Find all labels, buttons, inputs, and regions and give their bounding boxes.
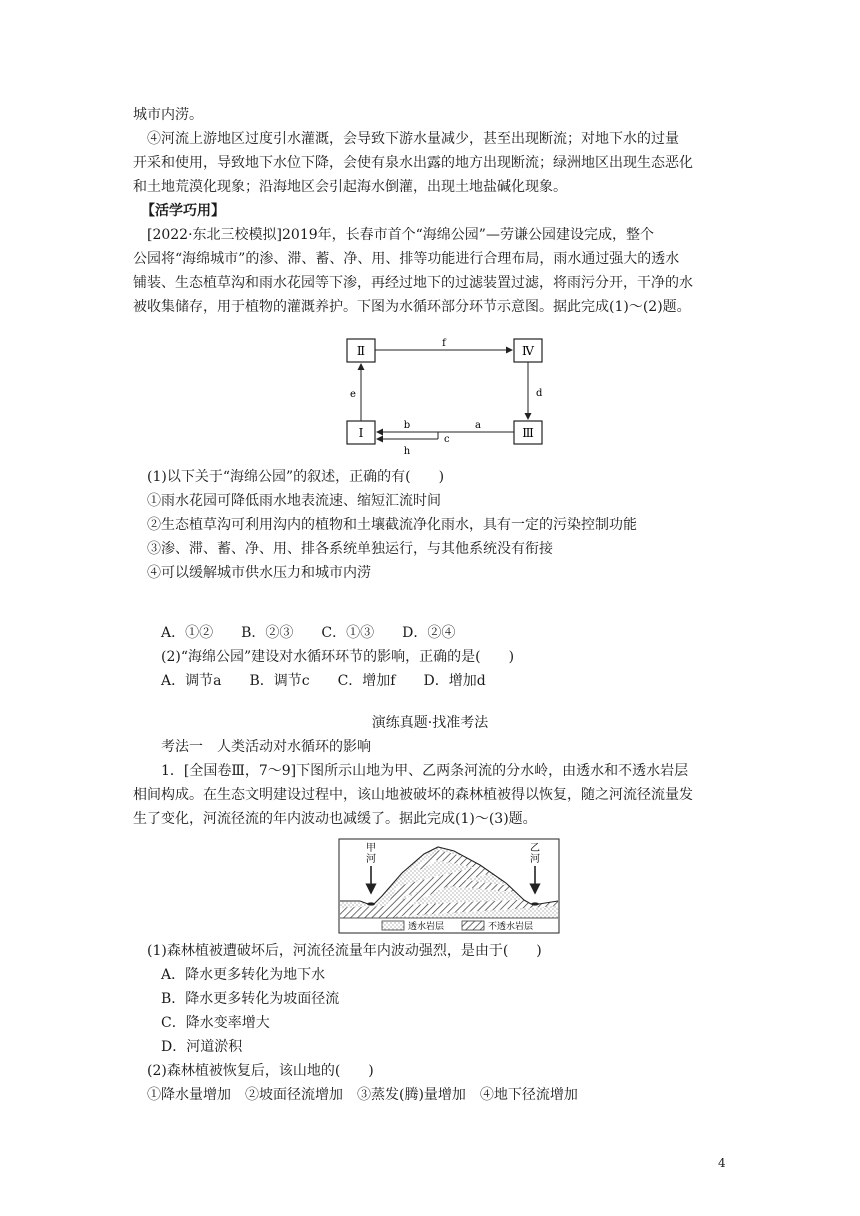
question-stem: (2)森林植被恢复后，该山地的( ) bbox=[147, 1063, 374, 1079]
label-h: h bbox=[403, 446, 411, 457]
river-yi-channel bbox=[531, 902, 539, 905]
question-items: ①降水量增加 ②坡面径流增加 ③蒸发(腾)量增加 ④地下径流增加 bbox=[147, 1087, 578, 1103]
label-b: b bbox=[403, 420, 411, 431]
question-stem: (1)森林植被遭破坏后，河流径流量年内波动强烈，是由于( ) bbox=[147, 943, 542, 959]
section-heading: 【活学巧用】 bbox=[141, 203, 225, 219]
answer-option: A．降水更多转化为地下水 bbox=[161, 967, 326, 983]
paragraph-line: 1．[全国卷Ⅲ，7～9]下图所示山地为甲、乙两条河流的分水岭，由透水和不透水岩层 bbox=[161, 763, 689, 779]
legend-permeable-swatch bbox=[382, 921, 404, 930]
box-iv-label: Ⅳ bbox=[522, 344, 534, 358]
label-c: c bbox=[444, 434, 450, 445]
answer-options: A．调节a B．调节c C．增加f D．增加d bbox=[161, 673, 486, 689]
paragraph-line: 铺装、生态植草沟和雨水花园等下渗，再经过地下的过滤装置过滤，将雨污分开，干净的水 bbox=[133, 275, 693, 291]
answer-option: B．降水更多转化为坡面径流 bbox=[161, 991, 340, 1007]
paragraph-line: 生了变化，河流径流的年内波动也减缓了。据此完成(1)～(3)题。 bbox=[133, 811, 537, 827]
box-i-label: Ⅰ bbox=[358, 426, 364, 440]
paragraph-line: 被收集储存，用于植物的灌溉养护。下图为水循环部分环节示意图。据此完成(1)～(2)题。 bbox=[133, 299, 691, 315]
label-e: e bbox=[350, 389, 356, 400]
paragraph-line: [2022·东北三校模拟]2019年，长春市首个“海绵公园”—劳谦公园建设完成，整个 bbox=[147, 227, 654, 243]
answer-option: D．河道淤积 bbox=[161, 1039, 243, 1055]
river-yi-label: 乙 bbox=[530, 843, 540, 854]
legend-impermeable-label: 不透水岩层 bbox=[488, 922, 534, 932]
river-yi-label: 河 bbox=[530, 854, 540, 865]
intro-line: 城市内涝。 bbox=[133, 107, 203, 123]
question-item: ①雨水花园可降低雨水地表流速、缩短汇流时间 bbox=[147, 493, 441, 509]
paragraph-line: 相间构成。在生态文明建设过程中，该山地被破坏的森林植被得以恢复，随之河流径流量发 bbox=[133, 787, 693, 803]
intro-line: 开采和使用，导致地下水位下降，会使有泉水出露的地方出现断流；绿洲地区出现生态恶化 bbox=[133, 155, 693, 171]
question-item: ④可以缓解城市供水压力和城市内涝 bbox=[147, 565, 371, 581]
label-d: d bbox=[536, 388, 543, 399]
question-item: ③渗、滞、蓄、净、用、排各系统单独运行，与其他系统没有衔接 bbox=[147, 541, 553, 557]
page-number: 4 bbox=[718, 1156, 726, 1170]
section-title: 演练真题·找准考法 bbox=[371, 715, 489, 731]
method-heading: 考法一 人类活动对水循环的影响 bbox=[161, 739, 371, 755]
question-stem: (2)“海绵公园”建设对水循环环节的影响，正确的是( ) bbox=[161, 649, 515, 665]
river-jia-label: 甲 bbox=[366, 843, 376, 854]
intro-line: 和土地荒漠化现象；沿海地区会引起海水倒灌，出现土地盐碱化现象。 bbox=[133, 179, 567, 195]
legend-permeable-label: 透水岩层 bbox=[408, 922, 445, 932]
river-jia-label: 河 bbox=[366, 854, 376, 865]
answer-option: C．降水变率增大 bbox=[161, 1015, 270, 1031]
label-a: a bbox=[475, 420, 481, 431]
paragraph-line: 公园将“海绵城市”的渗、滞、蓄、净、用、排等功能进行合理布局，雨水通过强大的透水 bbox=[133, 251, 680, 267]
box-ii-label: Ⅱ bbox=[356, 344, 366, 358]
water-cycle-diagram bbox=[340, 330, 570, 460]
question-item: ②生态植草沟可利用沟内的植物和土壤截流净化雨水，具有一定的污染控制功能 bbox=[147, 517, 637, 533]
mountain-cross-section bbox=[338, 838, 560, 934]
answer-options: A．①② B．②③ C．①③ D．②④ bbox=[161, 625, 456, 641]
box-iii-label: Ⅲ bbox=[522, 426, 534, 440]
question-stem: (1)以下关于“海绵公园”的叙述，正确的有( ) bbox=[147, 469, 445, 485]
river-jia-channel bbox=[367, 902, 375, 905]
legend-impermeable-swatch bbox=[462, 921, 484, 930]
label-f: f bbox=[442, 338, 446, 349]
intro-line: ④河流上游地区过度引水灌溉，会导致下游水量减少，甚至出现断流；对地下水的过量 bbox=[147, 131, 679, 147]
